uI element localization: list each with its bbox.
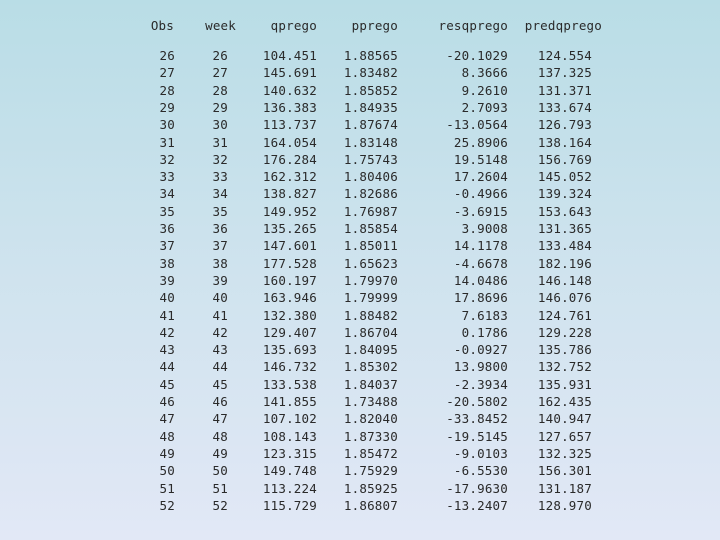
column-header-obs: Obs [150, 18, 174, 33]
cell-pprego: 1.83482 [343, 65, 398, 81]
cell-pprego: 1.87330 [343, 428, 398, 444]
cell-pprego: 1.76987 [343, 203, 398, 219]
cell-predqprego: 126.793 [537, 117, 592, 133]
cell-week: 43 [212, 342, 228, 358]
cell-obs: 35 [159, 203, 175, 219]
table-row [128, 359, 614, 376]
cell-predqprego: 124.554 [537, 48, 592, 63]
cell-resqprego: -19.5145 [446, 428, 508, 444]
cell-obs: 45 [159, 376, 175, 392]
cell-obs: 46 [159, 394, 175, 409]
cell-obs: 33 [159, 169, 175, 185]
cell-resqprego: 9.2610 [461, 82, 508, 98]
cell-qprego: 141.855 [262, 394, 317, 409]
cell-resqprego: -13.0564 [446, 117, 508, 133]
table-row [128, 135, 614, 152]
cell-resqprego: -6.5530 [453, 463, 508, 479]
cell-qprego: 163.946 [262, 290, 317, 306]
cell-predqprego: 129.228 [537, 324, 592, 340]
table-row [128, 169, 614, 186]
table-row [128, 308, 614, 325]
cell-resqprego: -13.2407 [446, 497, 508, 513]
cell-resqprego: -9.0103 [453, 445, 508, 461]
cell-week: 42 [212, 324, 228, 340]
cell-resqprego: 2.7093 [461, 99, 508, 115]
cell-qprego: 132.380 [262, 307, 317, 323]
cell-week: 34 [212, 186, 228, 202]
cell-pprego: 1.87674 [343, 117, 398, 133]
cell-week: 38 [212, 255, 228, 271]
cell-obs: 50 [159, 463, 175, 479]
cell-qprego: 113.737 [262, 117, 317, 133]
cell-obs: 42 [159, 324, 175, 340]
cell-obs: 32 [159, 151, 175, 167]
cell-obs: 51 [159, 480, 175, 496]
cell-resqprego: -20.1029 [446, 48, 508, 63]
cell-predqprego: 162.435 [537, 394, 592, 409]
cell-qprego: 164.054 [262, 134, 317, 150]
table-row [128, 481, 614, 498]
cell-pprego: 1.84037 [343, 376, 398, 392]
cell-resqprego: 8.3666 [461, 65, 508, 81]
cell-resqprego: 19.5148 [453, 151, 508, 167]
cell-resqprego: 0.1786 [461, 324, 508, 340]
cell-qprego: 176.284 [262, 151, 317, 167]
cell-pprego: 1.85472 [343, 445, 398, 461]
cell-week: 33 [212, 169, 228, 185]
cell-week: 26 [212, 48, 228, 63]
cell-week: 47 [212, 411, 228, 427]
cell-obs: 37 [159, 238, 175, 254]
cell-qprego: 123.315 [262, 445, 317, 461]
cell-week: 30 [212, 117, 228, 133]
cell-predqprego: 127.657 [537, 428, 592, 444]
cell-predqprego: 182.196 [537, 255, 592, 271]
cell-qprego: 104.451 [262, 48, 317, 63]
cell-qprego: 113.224 [262, 480, 317, 496]
cell-predqprego: 133.674 [537, 99, 592, 115]
cell-week: 40 [212, 290, 228, 306]
cell-qprego: 135.265 [262, 221, 317, 236]
cell-qprego: 177.528 [262, 255, 317, 271]
cell-predqprego: 137.325 [537, 65, 592, 81]
column-header-week: week [205, 18, 236, 33]
data-listing [128, 0, 614, 540]
header-row [128, 18, 614, 35]
cell-predqprego: 124.761 [537, 307, 592, 323]
cell-resqprego: -3.6915 [453, 203, 508, 219]
cell-qprego: 133.538 [262, 376, 317, 392]
table-row [128, 117, 614, 134]
cell-pprego: 1.79970 [343, 272, 398, 288]
table-row [128, 446, 614, 463]
cell-obs: 47 [159, 411, 175, 427]
cell-qprego: 149.748 [262, 463, 317, 479]
cell-predqprego: 131.365 [537, 221, 592, 236]
cell-resqprego: -17.9630 [446, 480, 508, 496]
cell-pprego: 1.85854 [343, 221, 398, 236]
cell-predqprego: 139.324 [537, 186, 592, 202]
cell-predqprego: 156.301 [537, 463, 592, 479]
cell-predqprego: 132.752 [537, 359, 592, 375]
cell-pprego: 1.80406 [343, 169, 398, 185]
cell-week: 49 [212, 445, 228, 461]
table-row [128, 65, 614, 82]
cell-pprego: 1.83148 [343, 134, 398, 150]
cell-week: 41 [212, 307, 228, 323]
cell-pprego: 1.82040 [343, 411, 398, 427]
cell-qprego: 162.312 [262, 169, 317, 185]
cell-qprego: 107.102 [262, 411, 317, 427]
cell-predqprego: 135.786 [537, 342, 592, 358]
cell-obs: 43 [159, 342, 175, 358]
cell-week: 35 [212, 203, 228, 219]
cell-week: 48 [212, 428, 228, 444]
cell-obs: 34 [159, 186, 175, 202]
cell-resqprego: 14.0486 [453, 272, 508, 288]
cell-week: 36 [212, 221, 228, 236]
cell-qprego: 115.729 [262, 497, 317, 513]
table-row [128, 342, 614, 359]
cell-week: 44 [212, 359, 228, 375]
cell-predqprego: 153.643 [537, 203, 592, 219]
cell-resqprego: 7.6183 [461, 307, 508, 323]
cell-obs: 40 [159, 290, 175, 306]
cell-qprego: 138.827 [262, 186, 317, 202]
cell-pprego: 1.75929 [343, 463, 398, 479]
cell-predqprego: 140.947 [537, 411, 592, 427]
table-row [128, 429, 614, 446]
cell-predqprego: 133.484 [537, 238, 592, 254]
cell-resqprego: 14.1178 [453, 238, 508, 254]
cell-obs: 28 [159, 82, 175, 98]
cell-qprego: 145.691 [262, 65, 317, 81]
table-row [128, 411, 614, 428]
column-header-resqprego: resqprego [438, 18, 508, 33]
cell-obs: 26 [159, 48, 175, 63]
cell-pprego: 1.85852 [343, 82, 398, 98]
cell-pprego: 1.82686 [343, 186, 398, 202]
table-row [128, 152, 614, 169]
cell-week: 39 [212, 272, 228, 288]
cell-obs: 31 [159, 134, 175, 150]
table-row [128, 83, 614, 100]
cell-predqprego: 132.325 [537, 445, 592, 461]
cell-week: 50 [212, 463, 228, 479]
cell-predqprego: 128.970 [537, 497, 592, 513]
cell-obs: 44 [159, 359, 175, 375]
cell-qprego: 147.601 [262, 238, 317, 254]
table-row [128, 221, 614, 238]
cell-resqprego: 13.9800 [453, 359, 508, 375]
table-row [128, 394, 614, 411]
cell-predqprego: 131.371 [537, 82, 592, 98]
cell-obs: 48 [159, 428, 175, 444]
cell-pprego: 1.84095 [343, 342, 398, 358]
cell-qprego: 146.732 [262, 359, 317, 375]
cell-pprego: 1.73488 [343, 394, 398, 409]
cell-pprego: 1.86704 [343, 324, 398, 340]
cell-pprego: 1.85302 [343, 359, 398, 375]
table-row [128, 100, 614, 117]
cell-week: 51 [212, 480, 228, 496]
cell-qprego: 136.383 [262, 99, 317, 115]
cell-obs: 52 [159, 497, 175, 513]
cell-obs: 49 [159, 445, 175, 461]
cell-week: 31 [212, 134, 228, 150]
cell-week: 29 [212, 99, 228, 115]
cell-predqprego: 156.769 [537, 151, 592, 167]
cell-pprego: 1.85925 [343, 480, 398, 496]
cell-pprego: 1.84935 [343, 99, 398, 115]
cell-week: 28 [212, 82, 228, 98]
table-row [128, 463, 614, 480]
cell-resqprego: -33.8452 [446, 411, 508, 427]
table-row [128, 290, 614, 307]
cell-obs: 39 [159, 272, 175, 288]
cell-predqprego: 131.187 [537, 480, 592, 496]
cell-qprego: 160.197 [262, 272, 317, 288]
cell-week: 27 [212, 65, 228, 81]
cell-qprego: 149.952 [262, 203, 317, 219]
table-row [128, 273, 614, 290]
cell-predqprego: 135.931 [537, 376, 592, 392]
cell-week: 37 [212, 238, 228, 254]
table-row [128, 204, 614, 221]
table-row [128, 377, 614, 394]
cell-resqprego: -2.3934 [453, 376, 508, 392]
cell-predqprego: 146.148 [537, 272, 592, 288]
column-header-predqprego: predqprego [524, 18, 602, 33]
cell-pprego: 1.86807 [343, 497, 398, 513]
cell-obs: 41 [159, 307, 175, 323]
cell-pprego: 1.75743 [343, 151, 398, 167]
cell-week: 32 [212, 151, 228, 167]
cell-qprego: 108.143 [262, 428, 317, 444]
table-row [128, 325, 614, 342]
cell-qprego: 135.693 [262, 342, 317, 358]
cell-obs: 38 [159, 255, 175, 271]
cell-week: 46 [212, 394, 228, 409]
cell-pprego: 1.65623 [343, 255, 398, 271]
table-row [128, 48, 614, 65]
cell-resqprego: -0.4966 [453, 186, 508, 202]
cell-week: 52 [212, 497, 228, 513]
cell-week: 45 [212, 376, 228, 392]
cell-obs: 36 [159, 221, 175, 236]
cell-predqprego: 138.164 [537, 134, 592, 150]
cell-pprego: 1.88565 [343, 48, 398, 63]
cell-obs: 27 [159, 65, 175, 81]
cell-resqprego: -4.6678 [453, 255, 508, 271]
table-row [128, 256, 614, 273]
cell-qprego: 129.407 [262, 324, 317, 340]
column-header-qprego: qprego [270, 18, 317, 33]
column-header-pprego: pprego [351, 18, 398, 33]
cell-resqprego: 25.8906 [453, 134, 508, 150]
cell-qprego: 140.632 [262, 82, 317, 98]
cell-pprego: 1.88482 [343, 307, 398, 323]
cell-pprego: 1.85011 [343, 238, 398, 254]
cell-pprego: 1.79999 [343, 290, 398, 306]
cell-resqprego: 17.2604 [453, 169, 508, 185]
table-row [128, 186, 614, 203]
cell-predqprego: 145.052 [537, 169, 592, 185]
table-row [128, 238, 614, 255]
cell-resqprego: -20.5802 [446, 394, 508, 409]
cell-resqprego: 17.8696 [453, 290, 508, 306]
cell-obs: 30 [159, 117, 175, 133]
table-row [128, 498, 614, 515]
cell-obs: 29 [159, 99, 175, 115]
cell-resqprego: 3.9008 [461, 221, 508, 236]
cell-resqprego: -0.0927 [453, 342, 508, 358]
cell-predqprego: 146.076 [537, 290, 592, 306]
